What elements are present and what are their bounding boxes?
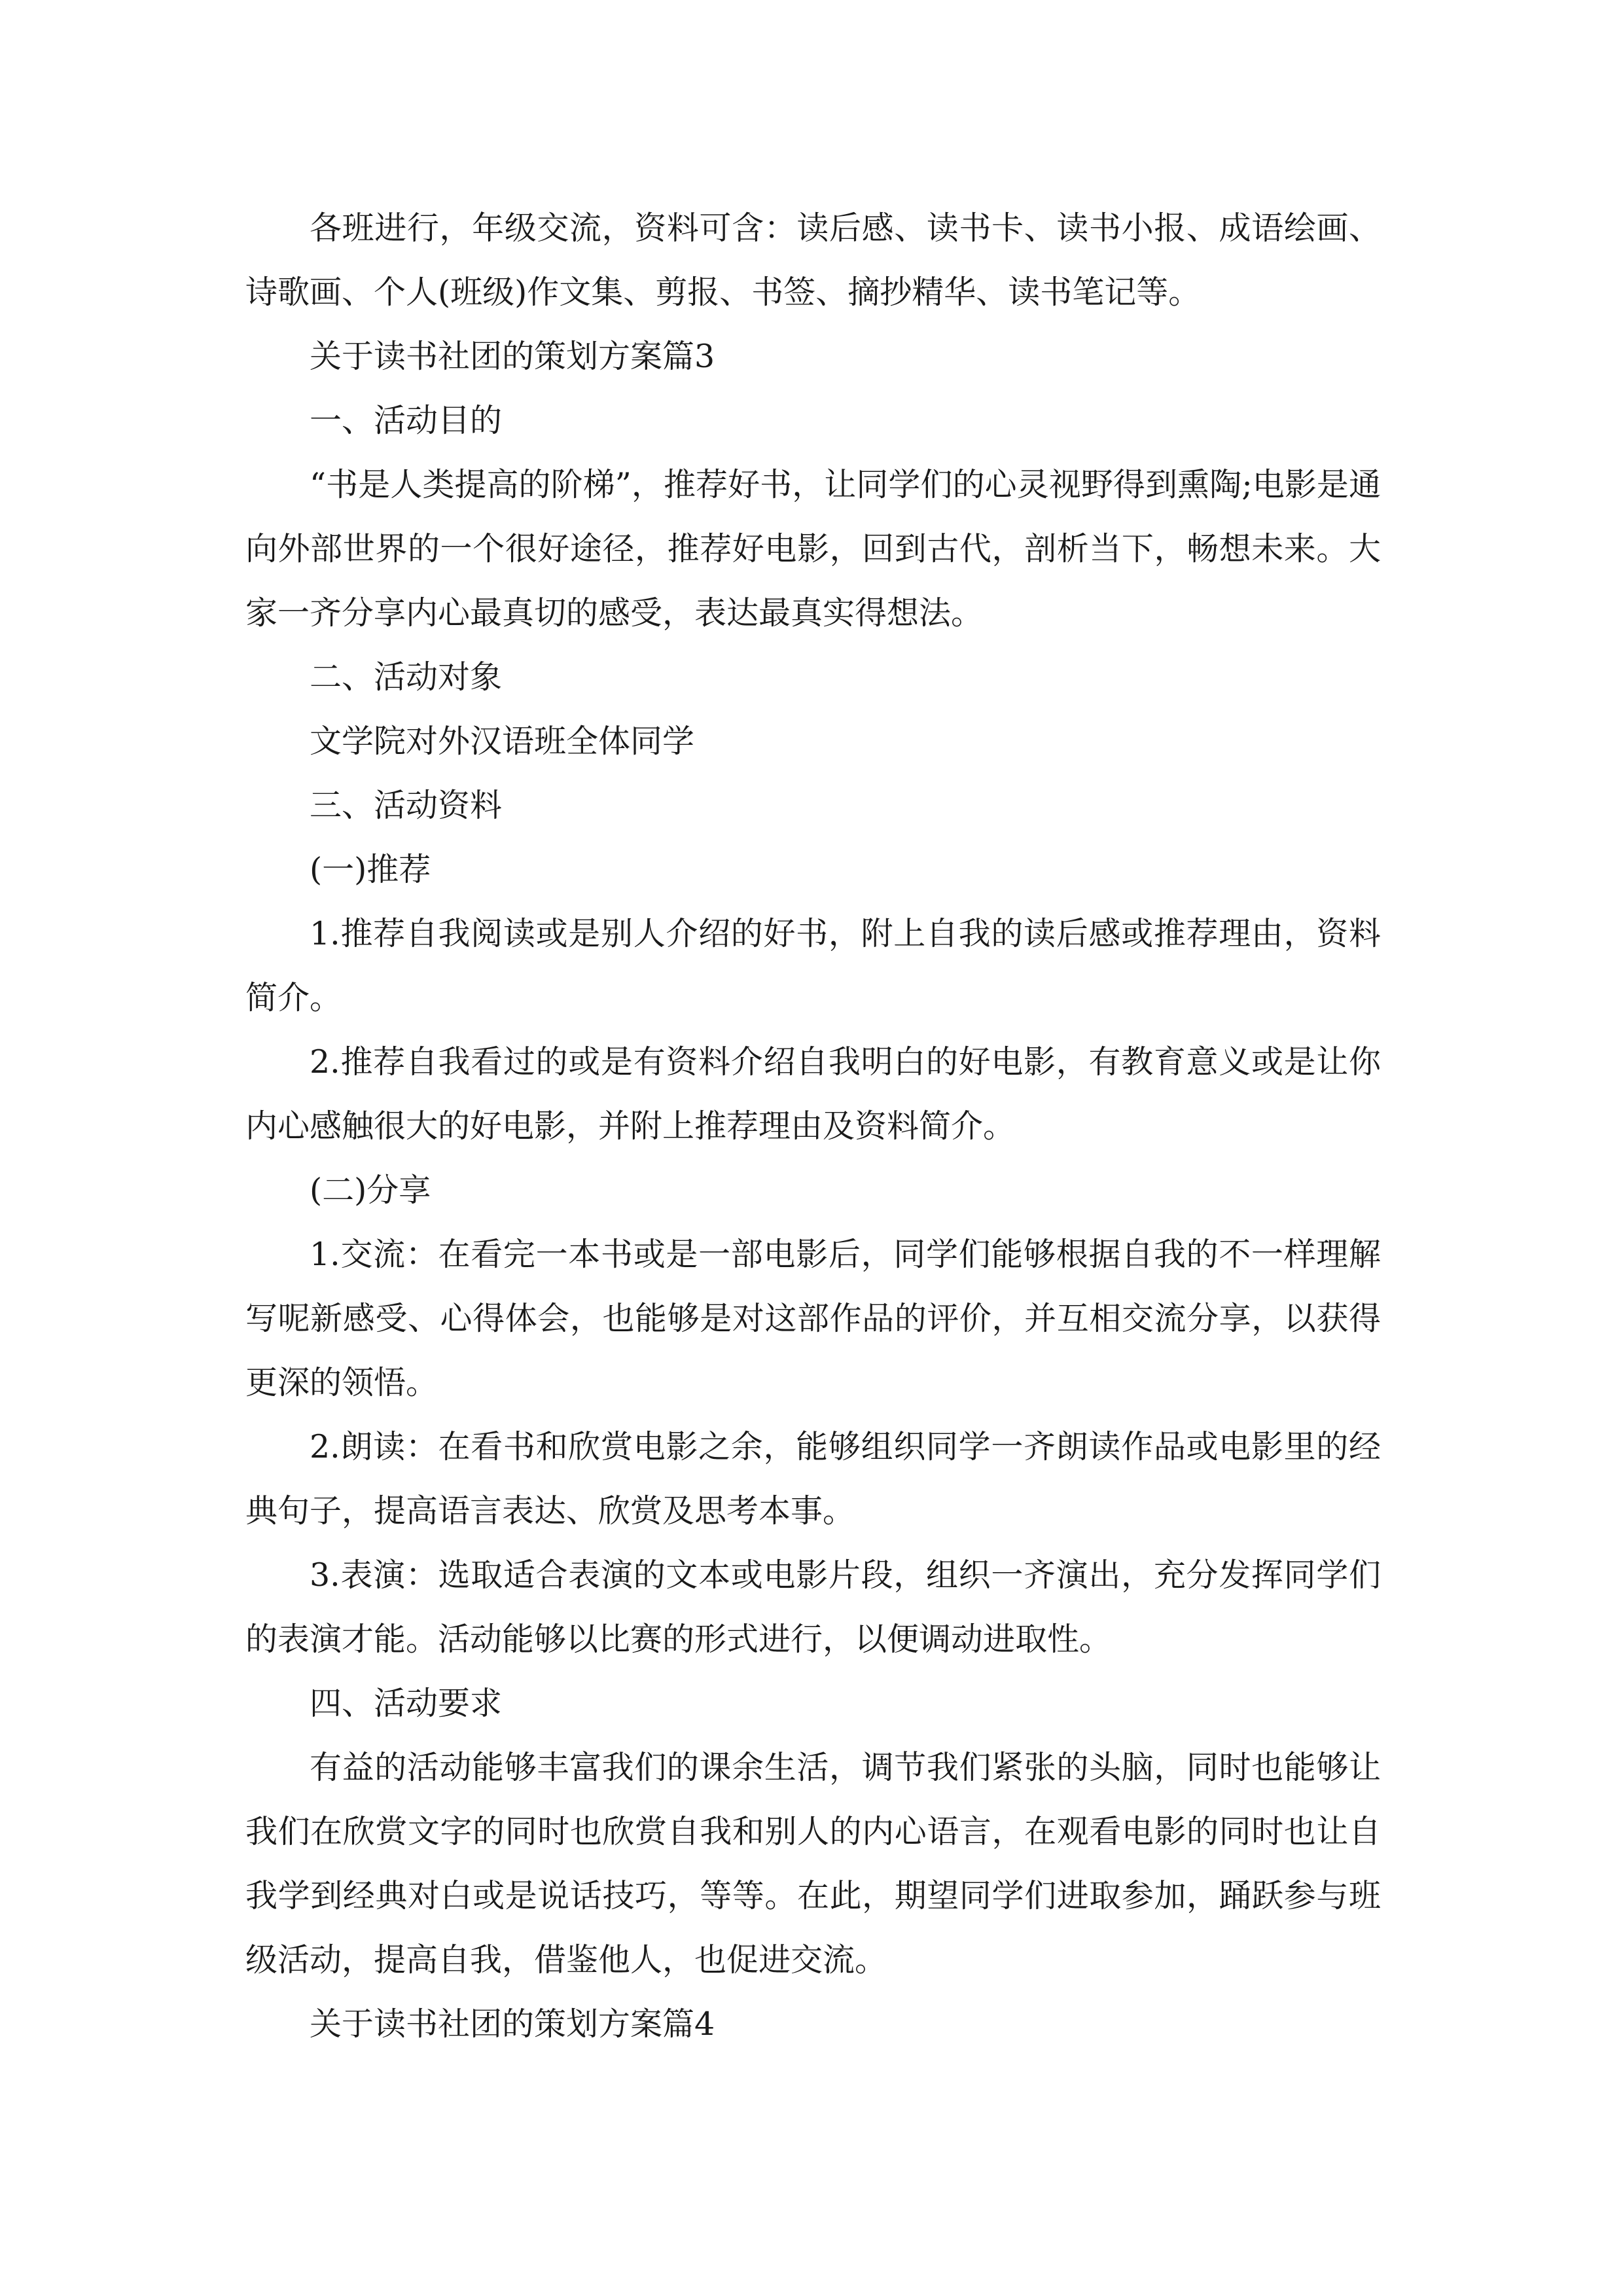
- paragraph-exchange: 1.交流：在看完一本书或是一部电影后，同学们能够根据自我的不一样理解写呢新感受、心得体会，也能够是对这部作品的评价，并互相交流分享，以获得更深的领悟。: [245, 1236, 1381, 1401]
- heading-activity-purpose: 一、活动目的: [310, 402, 503, 439]
- heading-activity-target: 二、活动对象: [310, 658, 503, 696]
- subheading-recommend: (一)推荐: [310, 851, 431, 888]
- paragraph-recommend-movies: 2.推荐自我看过的或是有资料介绍自我明白的好电影，有教育意义或是让你内心感触很大的好电影，并附上推荐理由及资料简介。: [245, 1043, 1381, 1145]
- section-heading-plan-4: 关于读书社团的策划方案篇4: [310, 2005, 715, 2043]
- paragraph-purpose: “书是人类提高的阶梯”，推荐好书，让同学们的心灵视野得到熏陶;电影是通向外部世界的一个很好途径，推荐好电影，回到古代，剖析当下，畅想未来。大家一齐分享内心最真切的感受，表达最真实得想法。: [245, 466, 1381, 632]
- heading-activity-requirements: 四、活动要求: [310, 1685, 503, 1722]
- section-heading-plan-3: 关于读书社团的策划方案篇3: [310, 338, 715, 375]
- paragraph-target: 文学院对外汉语班全体同学: [310, 723, 695, 760]
- document-body: [245, 196, 1381, 2056]
- paragraph-materials: 各班进行，年级交流，资料可含：读后感、读书卡、读书小报、成语绘画、诗歌画、个人(班级)作文集、剪报、书签、摘抄精华、读书笔记等。: [245, 209, 1381, 311]
- paragraph-reading-aloud: 2.朗读：在看书和欣赏电影之余，能够组织同学一齐朗读作品或电影里的经典句子，提高语言表达、欣赏及思考本事。: [245, 1428, 1381, 1530]
- paragraph-requirements: 有益的活动能够丰富我们的课余生活，调节我们紧张的头脑，同时也能够让我们在欣赏文字的同时也欣赏自我和别人的内心语言，在观看电影的同时也让自我学到经典对白或是说话技巧，等等。在此，期望同学们进取参加，踊跃参与班级活动，提高自我，借鉴他人，也促进交流。: [245, 1749, 1381, 1979]
- paragraph-performance: 3.表演：选取适合表演的文本或电影片段，组织一齐演出，充分发挥同学们的表演才能。活动能够以比赛的形式进行，以便调动进取性。: [245, 1556, 1381, 1658]
- subheading-share: (二)分享: [310, 1172, 431, 1209]
- paragraph-recommend-books: 1.推荐自我阅读或是别人介绍的好书，附上自我的读后感或推荐理由，资料简介。: [245, 915, 1381, 1016]
- heading-activity-materials: 三、活动资料: [310, 787, 503, 824]
